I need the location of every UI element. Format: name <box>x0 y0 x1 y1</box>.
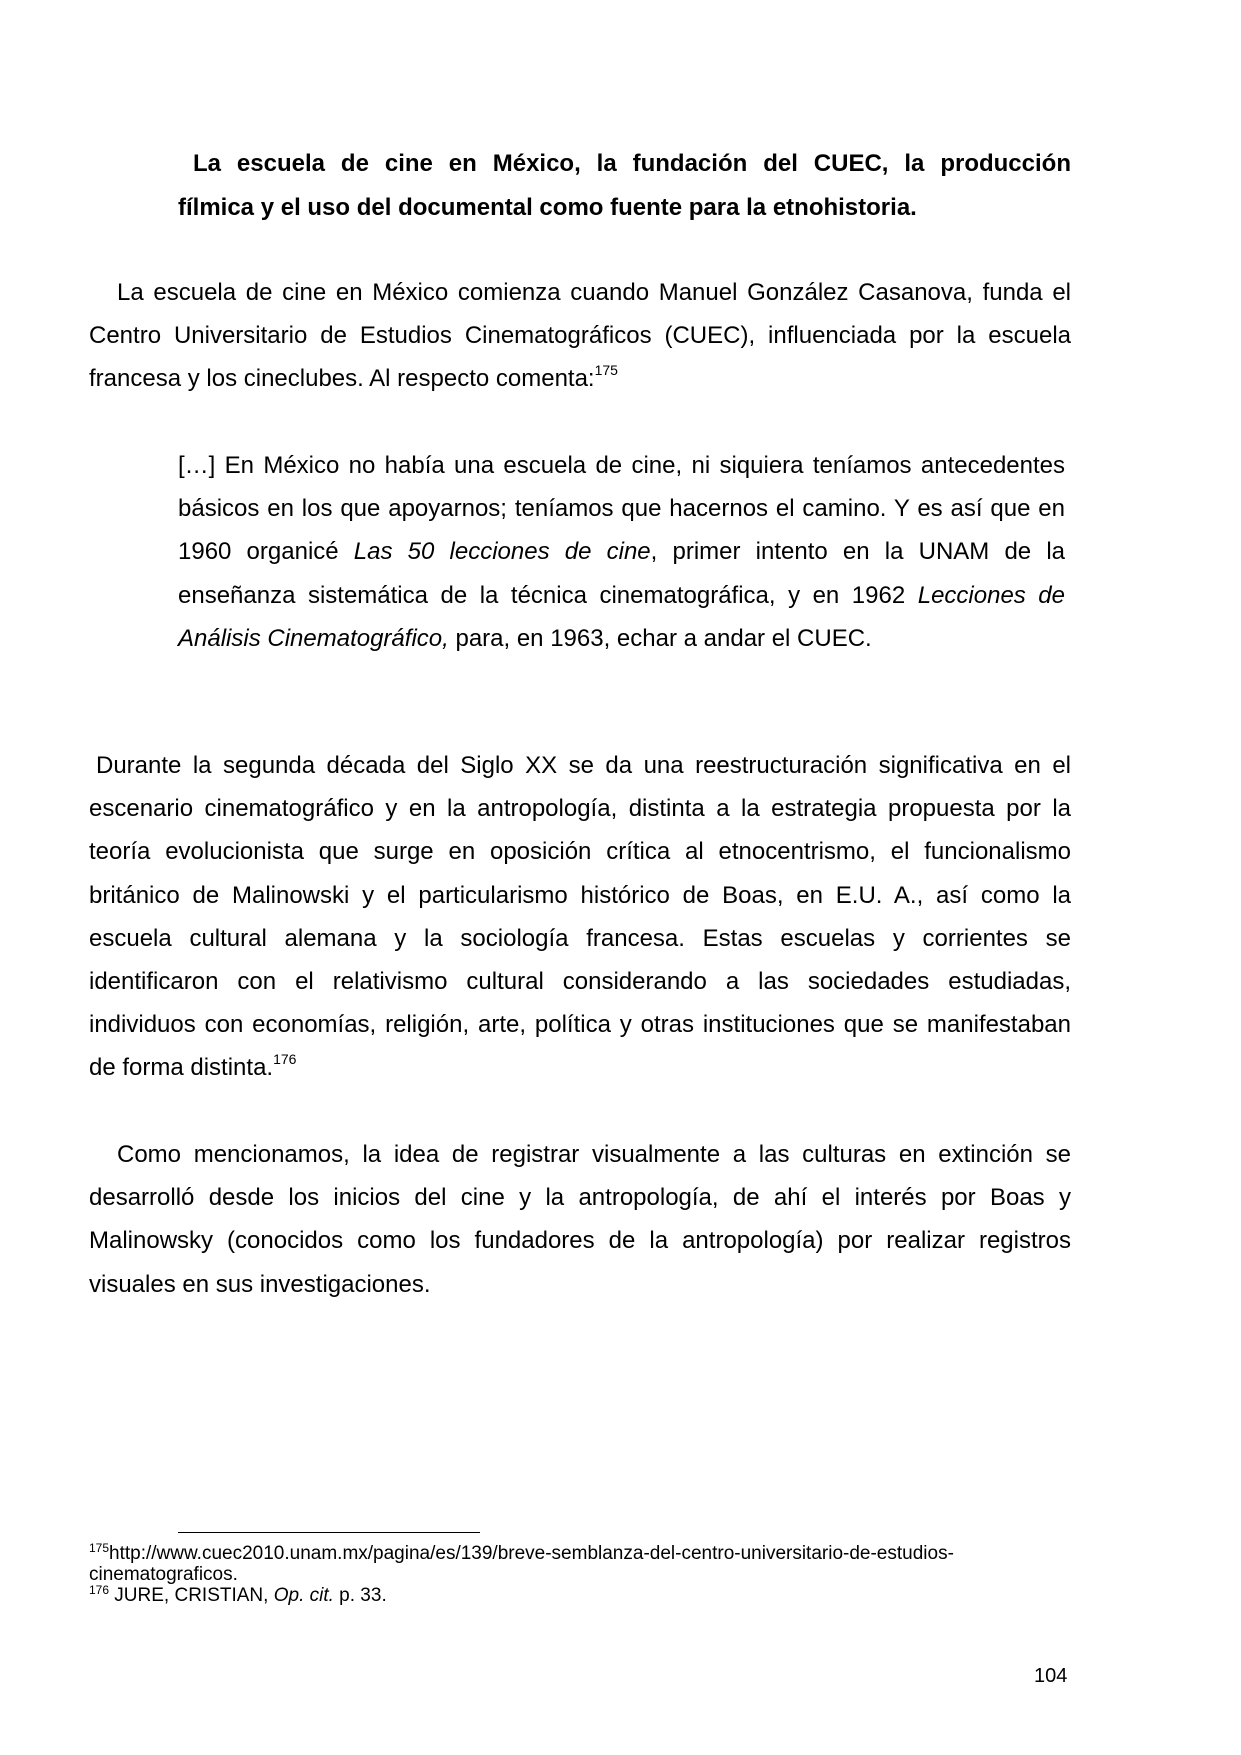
footnote-176-italic: Op. cit. <box>273 1585 334 1606</box>
footnote-176-text-after: p. 33. <box>333 1585 387 1606</box>
quote-text-2: , primer intento en la UNAM de la enseñanza sistemática de la técnica cinematográfica, y en 1962 <box>178 538 1065 609</box>
page-number: 104 <box>1034 1665 1068 1687</box>
heading-line-1: La escuela de cine en México, la fundación del CUEC, la producción <box>193 150 1071 177</box>
quote-text-3: para, en 1963, echar a andar el CUEC. <box>448 624 872 652</box>
paragraph-3 <box>89 1133 1071 1306</box>
footnote-ref-176: 176 <box>273 1051 297 1068</box>
paragraph-2-text: Durante la segunda década del Siglo XX se da una reestructuración significativa en el escenario cinematográfico y en la antropología, distinta a la estrategia propuesta por la teoría evolucionista que surge en oposición crítica al etnocentrismo, el funcionalismo británico de Malinowski y el particularismo histórico de Boas, en E.U. A., así como la escuela cultural alemana y la sociología francesa. Estas escuelas y corrientes se identificaron con el relativismo cultural considerando a las sociedades estudiadas, individuos con economías, religión, arte, política y otras instituciones que se manifestaban de forma distinta. <box>89 752 1071 1082</box>
paragraph-3-text: Como mencionamos, la idea de registrar visualmente a las culturas en extinción se desarrolló desde los inicios del cine y la antropología, de ahí el interés por Boas y Malinowsky (conocidos como los fundadores de la antropología) por realizar registros visuales en sus investigaciones. <box>89 1141 1071 1298</box>
footnote-ref-175: 175 <box>594 362 618 379</box>
section-heading <box>178 142 1071 230</box>
heading-line-2: fílmica y el uso del documental como fuente para la etnohistoria. <box>178 194 917 221</box>
paragraph-2 <box>89 744 1071 1090</box>
footnote-175-number: 175 <box>89 1541 110 1555</box>
footnote-175-text: http://www.cuec2010.unam.mx/pagina/es/139/breve-semblanza-del-centro-universitario-de-estudios-cinematograficos. <box>89 1543 954 1585</box>
footnote-176-text-before: JURE, CRISTIAN, <box>109 1585 274 1606</box>
quote-text-1: […] En México no había una escuela de cine, ni siquiera teníamos antecedentes básicos en los que apoyarnos; teníamos que hacernos el camino. Y es así que en 1960 organicé <box>178 452 1065 566</box>
footnote-separator <box>178 1532 480 1533</box>
paragraph-1-text: La escuela de cine en México comienza cuando Manuel González Casanova, funda el Centro Universitario de Estudios Cinematográficos (CUEC), influenciada por la escuela francesa y los cineclubes. Al respecto comenta: <box>89 279 1071 393</box>
quote-title-2: Lecciones de Análisis Cinematográfico, <box>178 581 1066 652</box>
paragraph-1 <box>89 271 1071 401</box>
block-quote <box>178 444 1065 660</box>
footnote-175 <box>89 1543 1079 1585</box>
quote-title-1: Las 50 lecciones de cine <box>353 538 651 566</box>
footnote-176-number: 176 <box>89 1583 110 1597</box>
footnotes <box>89 1543 1079 1606</box>
footnote-176 <box>89 1585 1079 1606</box>
